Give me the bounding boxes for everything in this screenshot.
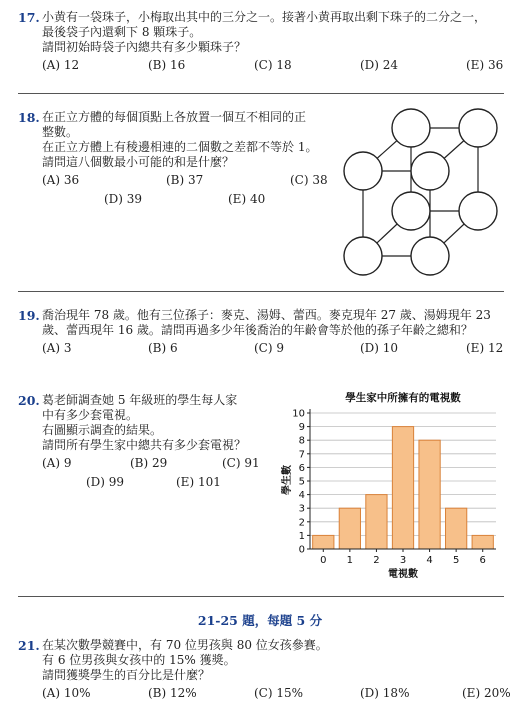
x-tick-label: 6: [479, 555, 486, 566]
y-tick-label: 1: [298, 530, 305, 542]
vertex-circle: [411, 152, 449, 190]
question-line: 整數。: [42, 125, 79, 139]
question-number: 20.: [18, 393, 40, 408]
y-tick-label: 8: [298, 435, 305, 447]
question-line: 在正立方體上有稜邊相連的二個數之差都不等於 1。: [42, 140, 318, 154]
question-line: 請問初始時袋子內總共有多少顆珠子？: [42, 40, 247, 54]
y-tick-label: 6: [298, 462, 305, 474]
option-c[interactable]: (C) 15%: [254, 686, 304, 700]
question-line: 中有多少套電視。: [42, 408, 139, 422]
bar: [446, 508, 467, 549]
option-b[interactable]: (B) 29: [130, 456, 168, 470]
question-line: 小黄有一袋珠子，小梅取出其中的三分之一。接著小黄再取出剩下珠子的二分之一，: [42, 10, 487, 24]
vertex-circle: [411, 237, 449, 275]
question-19: [18, 308, 506, 357]
question-line: 最後袋子內還剩下 8 顆珠子。: [42, 25, 202, 39]
y-tick-label: 3: [298, 503, 305, 515]
x-axis-label: 電視數: [388, 569, 418, 580]
question-line: 請問獲獎學生的百分比是什麼？: [42, 668, 211, 682]
option-c[interactable]: (C) 9: [254, 341, 284, 355]
option-d[interactable]: (D) 10: [360, 341, 399, 355]
x-tick-label: 5: [452, 555, 460, 566]
bar: [366, 495, 387, 549]
question-number: 18.: [18, 110, 40, 125]
question-line: 右圖顯示調查的結果。: [42, 423, 163, 437]
vertex-circle: [344, 237, 382, 275]
vertex-circle: [392, 192, 430, 230]
options: [42, 456, 282, 472]
divider: [18, 291, 504, 292]
y-tick-label: 5: [298, 476, 305, 488]
divider: [18, 93, 504, 94]
option-b[interactable]: (B) 37: [166, 173, 204, 187]
question-line: 有 6 位男孩與女孩中的 15% 獲獎。: [42, 653, 236, 667]
option-b[interactable]: (B) 16: [148, 58, 186, 72]
divider: [18, 596, 504, 597]
question-number: 19.: [18, 308, 40, 323]
bar: [339, 508, 360, 549]
option-b[interactable]: (B) 12%: [148, 686, 197, 700]
question-line: 葛老師調查她 5 年級班的學生每人家: [42, 393, 238, 407]
options: [42, 341, 506, 357]
option-e[interactable]: (E) 20%: [462, 686, 511, 700]
option-d[interactable]: (D) 24: [360, 58, 399, 72]
y-tick-label: 2: [298, 517, 305, 529]
bar: [419, 440, 440, 549]
option-e[interactable]: (E) 12: [466, 341, 504, 355]
x-tick-label: 3: [399, 555, 407, 566]
vertex-circle: [344, 152, 382, 190]
option-e[interactable]: (E) 40: [228, 192, 266, 206]
bar-chart: [270, 384, 506, 584]
option-c[interactable]: (C) 38: [290, 173, 328, 187]
option-c[interactable]: (C) 18: [254, 58, 292, 72]
x-tick-label: 1: [346, 555, 354, 566]
y-tick-label: 10: [292, 408, 305, 420]
question-number: 21.: [18, 638, 40, 653]
vertex-circle: [459, 109, 497, 147]
option-b[interactable]: (B) 6: [148, 341, 178, 355]
question-line: 在正立方體的每個頂點上各放置一個互不相同的正: [42, 110, 307, 124]
bar: [313, 535, 334, 549]
question-line: 喬治現年 78 歲。他有三位孫子：麥克、湯姆、蕾西。麥克現年 27 歲、湯姆現年 23: [42, 308, 491, 322]
option-d[interactable]: (D) 99: [86, 475, 125, 489]
question-17: [18, 10, 506, 74]
question-line: 歲、蕾西現年 16 歲。請問再過多少年後喬治的年齡會等於他的孫子年齡之總和？: [42, 323, 473, 337]
question-number: 17.: [18, 10, 40, 25]
option-a[interactable]: (A) 9: [42, 456, 72, 470]
section-header: 21-25 題，每題 5 分: [197, 613, 323, 628]
question-line: 請問這八個數最小可能的和是什麼？: [42, 155, 235, 169]
vertex-circle: [392, 109, 430, 147]
chart-title: 學生家中所擁有的電視數: [345, 392, 461, 404]
vertex-circle: [459, 192, 497, 230]
option-d[interactable]: (D) 18%: [360, 686, 410, 700]
options: [42, 475, 282, 491]
cube-figure: [338, 108, 508, 284]
y-axis-label: 學生數: [282, 465, 293, 495]
x-tick-label: 4: [426, 555, 433, 566]
options: [42, 686, 511, 702]
y-tick-label: 4: [298, 490, 305, 502]
options: [42, 58, 506, 74]
bar: [392, 427, 413, 549]
y-tick-label: 9: [298, 422, 305, 434]
option-e[interactable]: (E) 101: [176, 475, 221, 489]
option-a[interactable]: (A) 3: [42, 341, 72, 355]
option-e[interactable]: (E) 36: [466, 58, 504, 72]
x-tick-label: 2: [373, 555, 380, 566]
option-c[interactable]: (C) 91: [222, 456, 260, 470]
question-line: 在某次數學競賽中，有 70 位男孩與 80 位女孩參賽。: [42, 638, 328, 652]
x-tick-label: 0: [320, 555, 327, 566]
option-d[interactable]: (D) 39: [104, 192, 143, 206]
option-a[interactable]: (A) 36: [42, 173, 80, 187]
question-line: 請問所有學生家中總共有多少套電視？: [42, 438, 247, 452]
options: [42, 173, 332, 189]
y-tick-label: 0: [298, 544, 305, 556]
y-tick-label: 7: [298, 449, 305, 461]
bar: [472, 535, 493, 549]
option-a[interactable]: (A) 12: [42, 58, 80, 72]
question-21: [18, 638, 511, 702]
option-a[interactable]: (A) 10%: [42, 686, 91, 700]
options: [42, 192, 332, 208]
